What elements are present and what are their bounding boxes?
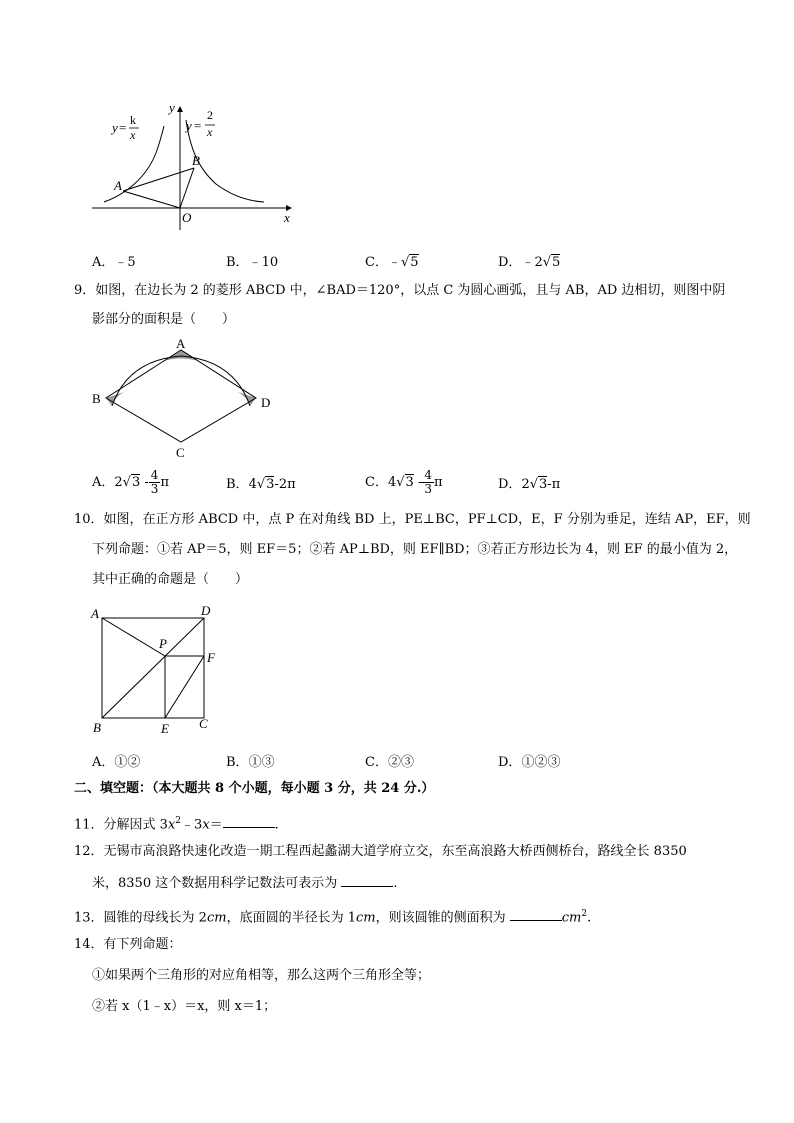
q10-square-figure bbox=[88, 602, 228, 738]
q10-option-d: D．①②③ bbox=[498, 755, 561, 770]
label-p: P bbox=[159, 636, 167, 651]
q12-stem-line1: 12．无锡市高浪路快速化改造一期工程西起蠡湖大道学府立交，东至高浪路大桥西侧桥台，路线全长 8350 bbox=[74, 844, 687, 859]
q8-option-b: B．﹣10 bbox=[226, 255, 279, 270]
label-d: D bbox=[261, 395, 271, 410]
label-e: E bbox=[161, 721, 169, 736]
label-b: B bbox=[92, 391, 101, 406]
q14-item2: ②若 x（1﹣x）＝x，则 x＝1； bbox=[92, 999, 277, 1014]
svg-text:y: y bbox=[186, 118, 192, 133]
q12-answer-blank[interactable] bbox=[341, 874, 393, 887]
label-f: F bbox=[207, 650, 215, 665]
y-axis-arrow bbox=[177, 106, 183, 112]
svg-text:=: = bbox=[194, 118, 202, 133]
q14-item1: ①如果两个三角形的对应角相等，那么这两个三角形全等； bbox=[92, 968, 431, 983]
point-b-label: B bbox=[192, 153, 200, 168]
q8-graph bbox=[86, 98, 306, 238]
label-a: A bbox=[91, 606, 99, 621]
q9-stem-line2: 影部分的面积是（ ） bbox=[92, 312, 236, 327]
q10-option-c: C．②③ bbox=[365, 755, 414, 770]
q9-option-c: C．4√3 - $\frac{4}{3}$ π bbox=[365, 468, 443, 496]
label-a: A bbox=[176, 336, 186, 351]
q10-stem-line2: 下列命题：①若 AP＝5，则 EF＝5；②若 AP⊥BD，则 EF∥BD；③若正方形边长为 4，则 EF 的最小值为 2， bbox=[92, 542, 738, 557]
point-a-label: A bbox=[114, 178, 122, 193]
q11-answer-blank[interactable] bbox=[223, 815, 275, 828]
svg-text:y: y bbox=[112, 120, 118, 135]
q9-rhombus-figure bbox=[88, 336, 278, 460]
q8-option-d: D．﹣2√5 bbox=[498, 255, 561, 270]
label-c: C bbox=[199, 716, 208, 731]
q9-option-b: B．4√3-2π bbox=[226, 477, 296, 492]
q12-stem-line2: 米，8350 这个数据用科学记数法可表示为 . bbox=[92, 876, 398, 891]
q10-option-b: B．①③ bbox=[226, 755, 275, 770]
q9-option-d: D．2√3-π bbox=[498, 477, 561, 492]
svg-text:k: k bbox=[130, 113, 136, 127]
q8-option-a: A．﹣5 bbox=[92, 255, 136, 270]
q13-stem: 13．圆锥的母线长为 2cm，底面圆的半径长为 1cm，则该圆锥的侧面积为 $cm^2$. bbox=[74, 909, 592, 926]
svg-text:x: x bbox=[130, 128, 136, 142]
label-c: C bbox=[176, 445, 185, 460]
svg-text:x: x bbox=[207, 125, 213, 139]
segment-ap bbox=[102, 618, 165, 656]
q10-option-a: A．①② bbox=[92, 755, 141, 770]
svg-text:2: 2 bbox=[207, 108, 213, 122]
q11-stem: 11．分解因式 $3x^2﹣3x=$ . bbox=[74, 816, 279, 833]
segment-ef bbox=[165, 656, 204, 718]
section2-title: 二、填空题：（本大题共 8 个小题，每小题 3 分，共 24 分.） bbox=[74, 781, 435, 796]
axis-x-label: x bbox=[284, 210, 290, 225]
svg-text:=: = bbox=[119, 120, 127, 135]
label-b: B bbox=[93, 720, 101, 735]
rhombus bbox=[106, 350, 256, 442]
diagonal-bd bbox=[102, 618, 204, 718]
q9-option-a: A．2√3 - $\frac{4}{3}$ π bbox=[92, 468, 169, 496]
origin-label: O bbox=[182, 210, 192, 225]
label-d: D bbox=[201, 603, 211, 618]
q14-title: 14．有下列命题： bbox=[74, 937, 182, 952]
q13-answer-blank[interactable] bbox=[510, 908, 562, 921]
q10-stem-line3: 其中正确的命题是（ ） bbox=[92, 572, 249, 587]
q8-option-c: C．﹣√5 bbox=[365, 255, 419, 270]
axis-y-label: y bbox=[169, 100, 175, 115]
q10-stem-line1: 10．如图，在正方形 ABCD 中，点 P 在对角线 BD 上，PE⊥BC，PF⊥CD，E，F 分别为垂足，连结 AP，EF，则 bbox=[74, 512, 751, 527]
q9-stem-line1: 9．如图，在边长为 2 的菱形 ABCD 中，∠BAD＝120°，以点 C 为圆心画弧，且与 AB，AD 边相切，则图中阴 bbox=[74, 283, 726, 298]
